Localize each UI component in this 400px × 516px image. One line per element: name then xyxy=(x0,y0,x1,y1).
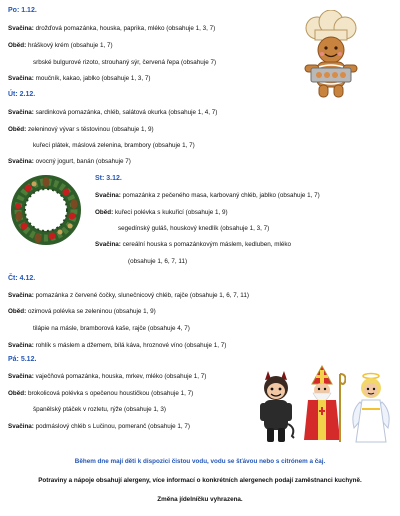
label: Oběd: xyxy=(8,42,27,49)
friday-lunch-main: španělský ptáček v rozletu, rýže (obsahuje 1, 3) xyxy=(33,406,167,413)
text: moučník, kakao, jablko (obsahuje 1, 3, 7) xyxy=(33,75,151,82)
footer-change-note: Změna jídelníčku vyhrazena. xyxy=(157,496,243,503)
thursday-lunch-soup xyxy=(8,308,156,316)
label: Oběd: xyxy=(8,308,27,315)
devil-figure-illustration xyxy=(256,370,296,444)
day-title-monday: Po: 1.12. xyxy=(8,7,37,14)
label: Svačina: xyxy=(8,373,34,380)
tuesday-snack1 xyxy=(8,109,217,117)
wednesday-snack2-cont: (obsahuje 1, 6, 7, 11) xyxy=(128,258,188,265)
text: pomazánka z pečeného masa, karbovaný chléb, jablko (obsahuje 1, 7) xyxy=(120,192,320,199)
friday-lunch-soup xyxy=(8,390,193,398)
text: hráškový krém (obsahuje 1, 7) xyxy=(26,42,113,49)
label: Svačina: xyxy=(8,423,34,430)
footer-water-note: Během dne mají děti k dispozici čistou vodu, vodu se šťávou nebo s citrónem a čaj. xyxy=(74,458,326,465)
text: kuřecí polévka s kukuřicí (obsahuje 1, 9) xyxy=(113,209,228,216)
label: Svačina: xyxy=(8,25,34,32)
tuesday-lunch-main: kuřecí plátek, máslová zelenina, brambory (obsahuje 1, 7) xyxy=(33,142,195,149)
text: drožďová pomazánka, houska, paprika, mléko (obsahuje 1, 3, 7) xyxy=(33,25,216,32)
text: vaječňová pomazánka, houska, mrkev, mléko (obsahuje 1, 7) xyxy=(33,373,207,380)
label: Svačina: xyxy=(8,342,34,349)
footer-allergen-note: Potraviny a nápoje obsahují alergeny, více informací o konkrétních alergenech podají zaměstnanci kuchyně. xyxy=(38,477,362,484)
chef-hat-icon xyxy=(306,10,356,40)
angel-figure-illustration xyxy=(350,372,392,444)
saint-nicholas-figure-illustration xyxy=(298,364,346,446)
text: ozimová polévka se zeleninou (obsahuje 1, 9) xyxy=(26,308,156,315)
monday-snack1 xyxy=(8,25,215,33)
text: rohlík s máslem a džemem, bílá káva, hroznové víno (obsahuje 1, 7) xyxy=(33,342,227,349)
label: Oběd: xyxy=(8,126,27,133)
text: podmáslový chléb s Lučinou, pomeranč (obsahuje 1, 7) xyxy=(33,423,191,430)
friday-snack1 xyxy=(8,373,206,381)
gingerbread-body-icon xyxy=(305,37,357,97)
thursday-lunch-main: tilápie na másle, bramborová kaše, rajče (obsahuje 4, 7) xyxy=(33,325,190,332)
label: Svačina: xyxy=(8,158,34,165)
day-title-tuesday: Út: 2.12. xyxy=(8,91,36,98)
wreath-icon xyxy=(15,177,78,243)
thursday-snack1 xyxy=(8,292,249,300)
cookie-tray-icon xyxy=(311,68,351,82)
wednesday-snack1 xyxy=(95,192,320,200)
friday-snack2 xyxy=(8,423,190,431)
tuesday-snack2 xyxy=(8,158,131,166)
label: Oběd: xyxy=(95,209,114,216)
saint-nicholas-icon xyxy=(304,366,345,442)
text: cereální houska s pomazánkovým máslem, kedluben, mléko xyxy=(120,241,292,248)
text: sardinková pomazánka, chléb, salátová okurka (obsahuje 1, 4, 7) xyxy=(33,109,218,116)
monday-snack2 xyxy=(8,75,150,83)
text: pomazánka z červené čočky, slunečnicový chléb, rajče (obsahuje 1, 6, 7, 11) xyxy=(33,292,249,299)
devil-icon xyxy=(260,371,294,442)
angel-icon xyxy=(353,374,389,443)
wednesday-lunch-soup xyxy=(95,209,228,217)
text: brokolicová polévka s opečenou houstičkou (obsahuje 1, 7) xyxy=(26,390,194,397)
label: Oběd: xyxy=(8,390,27,397)
day-title-thursday: Čt: 4.12. xyxy=(8,275,36,282)
label: Svačina: xyxy=(95,192,121,199)
day-title-friday: Pá: 5.12. xyxy=(8,356,37,363)
thursday-snack2 xyxy=(8,342,226,350)
label: Svačina: xyxy=(95,241,121,248)
text: ovocný jogurt, banán (obsahuje 7) xyxy=(33,158,131,165)
gingerbread-chef-illustration xyxy=(293,10,371,100)
christmas-wreath-illustration xyxy=(8,172,84,248)
monday-lunch-main: srbské bulgurové rizoto, strouhaný sýr, červená řepa (obsahuje 7) xyxy=(33,59,217,66)
label: Svačina: xyxy=(8,75,34,82)
label: Svačina: xyxy=(8,292,34,299)
monday-lunch-soup xyxy=(8,42,113,50)
text: zeleninový vývar s těstovinou (obsahuje 1, 9) xyxy=(26,126,154,133)
wednesday-lunch-main: segedínský guláš, houskový knedlík (obsahuje 1, 3, 7) xyxy=(118,225,270,232)
label: Svačina: xyxy=(8,109,34,116)
wednesday-snack2 xyxy=(95,241,291,249)
day-title-wednesday: St: 3.12. xyxy=(95,175,122,182)
tuesday-lunch-soup xyxy=(8,126,154,134)
